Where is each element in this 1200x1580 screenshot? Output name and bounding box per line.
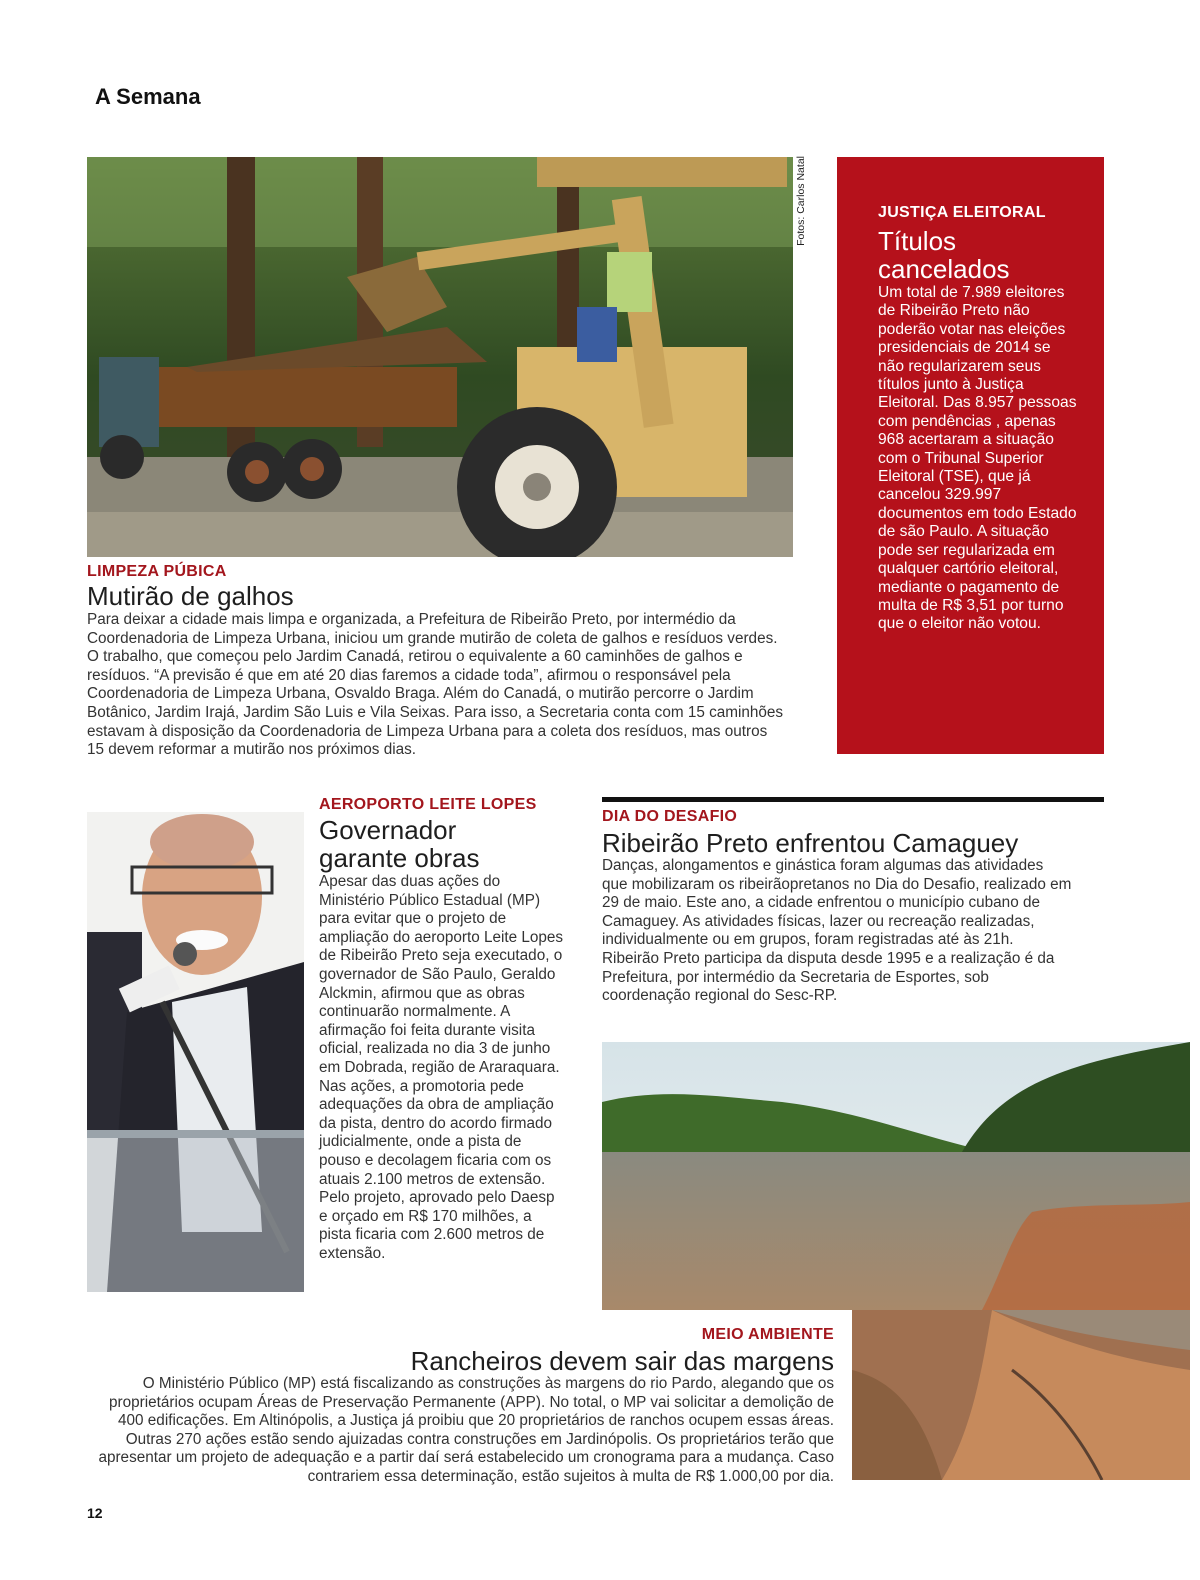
aeroporto-headline: Governador garante obras [319,815,480,873]
section-divider [602,797,1104,802]
desafio-headline: Ribeirão Preto enfrentou Camaguey [602,828,1019,858]
limpeza-body: Para deixar a cidade mais limpa e organizada, a Prefeitura de Ribeirão Preto, por intermédio da Coordenadoria de Limpeza Urbana, iniciou um grande mutirão de coleta de galhos e resíduos verdes. O trabalho, que começou pelo Jardim Canadá, retirou o equivalente a 60 caminhões de galhos e resíduos. “A previsão é que em até 20 dias faremos a cidade toda”, afirmou o responsável pela Coordenadoria de Limpeza Urbana, Osvaldo Braga. Além do Canadá, o mutirão percorre o Jardim Botânico, Jardim Irajá, Jardim São Luis e Vila Seixas. Para isso, a Secretaria conta com 15 caminhões estavam à disposição da Coordenadoria de Limpeza Urbana para a coleta dos resíduos, mas outros 15 devem reformar a mutirão nos próximos dias. [87,611,784,759]
river-photo [602,1042,1190,1310]
page-number: 12 [87,1505,103,1521]
meio-body: O Ministério Público (MP) está fiscalizando as construções às margens do rio Pardo, alegando que os proprietários ocupam Áreas de Preservação Permanente (APP). No total, o MP vai solicitar a demolição de 400 edificações. Em Altinópolis, a Justiça já proibiu que 20 proprietários de ranchos ocupem essas áreas. Outras 270 ações estão sendo ajuizadas contra construções em Jardinópolis. Os proprietários terão que apresentar um projeto de adequação e a partir daí será estabelecido um cronograma para a mudança. Caso contrariem essa determinação, estão sujeitos à multa de R$ 1.000,00 por dia. [98,1375,834,1485]
photo-credit: Fotos: Carlos Natal [795,156,807,246]
meio-kicker: MEIO AMBIENTE [701,1326,834,1343]
desafio-kicker: DIA DO DESAFIO [602,808,738,825]
aeroporto-kicker: AEROPORTO LEITE LOPES [319,796,537,813]
governor-photo [87,812,304,1292]
aeroporto-body: Apesar das duas ações do Ministério Público Estadual (MP) para evitar que o projeto de ampliação do aeroporto Leite Lopes de Ribeirão Preto seja executado, o governador de São Paulo, Geraldo Alckmin, afirmou que as obras continuarão normalmente. A afirmação foi feita durante visita oficial, realizada no dia 3 de junho em Dobrada, região de Araraquara. Nas ações, a promotoria pede adequações da obra de ampliação da pista, dentro do acordo firmado judicialmente, onde a pista de pouso e decolagem ficaria com os atuais 2.100 metros de extensão. Pelo projeto, aprovado pelo Daesp e orçado em R$ 170 milhões, a pista ficaria com 2.600 metros de extensão. [319,873,564,1262]
desafio-body: Danças, alongamentos e ginástica foram algumas das atividades que mobilizaram os ribeirãopretanos no Dia do Desafio, realizado em 29 de maio. Este ano, a cidade enfrentou o município cubano de Camaguey. As atividades físicas, lazer ou recreação realizadas, individualmente ou em grupos, foram registradas até às 21h. Ribeirão Preto participa da disputa desde 1995 e a realização é da Prefeitura, por intermédio da Secretaria de Esportes, sob coordenação regional do Sesc-RP. [602,857,1072,1005]
truck-loader-photo [87,157,793,557]
justica-eleitoral-box [837,157,1104,754]
riverbank-photo [852,1310,1190,1480]
meio-headline: Rancheiros devem sair das margens [410,1346,834,1376]
section-title: A Semana [95,84,201,109]
justica-headline: Títulos cancelados [878,226,1010,284]
justica-kicker: JUSTIÇA ELEITORAL [878,204,1046,221]
justica-body: Um total de 7.989 eleitores de Ribeirão Preto não poderão votar nas eleições presidenciais de 2014 se não regularizarem seus títulos junto à Justiça Eleitoral. Das 8.957 pessoas com pendências , apenas 968 acertaram a situação com o Tribunal Superior Eleitoral (TSE), que já cancelou 329.997 documentos em todo Estado de são Paulo. A situação pode ser regularizada em qualquer cartório eleitoral, mediante o pagamento de multa de R$ 3,51 por turno que o eleitor não votou. [878,284,1077,633]
limpeza-headline: Mutirão de galhos [87,581,294,611]
limpeza-kicker: LIMPEZA PÚBICA [87,563,227,580]
